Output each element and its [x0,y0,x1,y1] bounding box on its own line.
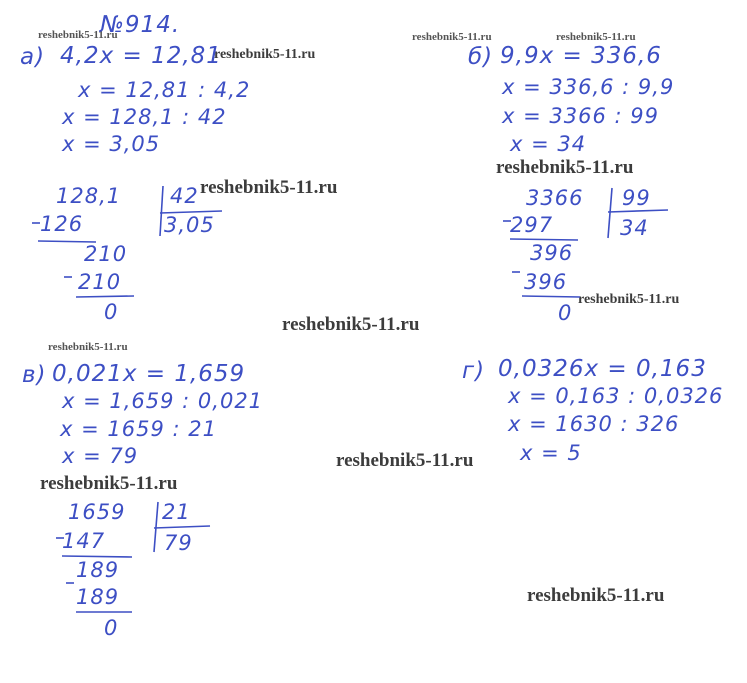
part-a-work: 210 [78,270,122,294]
part-v-division-bracket [154,502,158,552]
part-a-step: x = 12,81 : 4,2 [78,78,251,102]
watermark: reshebnik5-11.ru [496,157,634,178]
watermark: reshebnik5-11.ru [282,314,420,335]
part-b-work: 396 [530,241,574,265]
part-b-work: 396 [524,270,568,294]
watermark: reshebnik5-11.ru [412,31,492,43]
part-v-quotient: 79 [164,531,193,555]
part-a-underline [38,241,96,242]
watermark: reshebnik5-11.ru [336,450,474,471]
part-v-step: x = 1659 : 21 [60,417,217,441]
part-g-step: 0,0326x = 0,163 [498,356,707,382]
watermark: reshebnik5-11.ru [214,47,316,62]
part-a-underline [76,296,134,297]
part-b-dividend: 3366 [526,186,584,210]
part-b-work: 0 [558,301,573,325]
part-g-step: x = 5 [520,441,582,465]
part-v-underline [62,556,132,557]
part-v-work: 0 [104,616,119,640]
part-a-work: 210 [84,242,128,266]
part-v-work: 189 [76,558,120,582]
part-v-label: в) [22,362,47,388]
part-v-quotient-bar [154,526,210,528]
part-a-division-bracket [160,186,163,236]
watermark: reshebnik5-11.ru [556,31,636,43]
watermark: reshebnik5-11.ru [40,473,178,494]
part-b-underline [522,296,580,297]
part-b-label: б) [468,44,494,70]
part-b-step: x = 34 [510,132,587,156]
part-b-step: 9,9x = 336,6 [500,43,662,69]
part-g-step: x = 1630 : 326 [508,412,680,436]
part-a-work: 0 [104,300,119,324]
part-b-division-bracket [608,188,612,238]
part-a-quotient-bar [160,211,222,213]
part-g-step: x = 0,163 : 0,0326 [508,384,724,408]
part-v-work: 189 [76,585,120,609]
part-v-dividend: 1659 [68,500,126,524]
watermark: reshebnik5-11.ru [200,177,338,198]
part-a-work: 126 [40,212,84,236]
part-a-divisor: 42 [170,184,199,208]
part-a-label: а) [20,44,46,70]
part-g-label: г) [462,358,486,384]
part-v-step: x = 1,659 : 0,021 [62,389,264,413]
part-v-divisor: 21 [162,500,191,524]
part-v-step: 0,021x = 1,659 [52,361,246,387]
part-b-step: x = 336,6 : 9,9 [502,75,675,99]
part-b-step: x = 3366 : 99 [502,104,659,128]
watermark: reshebnik5-11.ru [38,29,118,41]
part-a-quotient: 3,05 [164,213,215,237]
part-v-step: x = 79 [62,444,139,468]
watermark: reshebnik5-11.ru [578,292,680,307]
part-a-dividend: 128,1 [56,184,122,208]
problem-number: №914. [100,12,181,38]
part-a-step: x = 128,1 : 42 [62,105,227,129]
part-b-quotient: 34 [620,216,649,240]
watermark: reshebnik5-11.ru [527,585,665,606]
watermark: reshebnik5-11.ru [48,341,128,353]
part-a-step: 4,2x = 12,81 [60,43,222,69]
part-b-work: 297 [510,213,554,237]
part-b-quotient-bar [608,210,668,212]
part-a-step: x = 3,05 [62,132,161,156]
part-v-work: 147 [62,529,106,553]
part-b-underline [510,239,578,240]
part-b-divisor: 99 [622,186,651,210]
